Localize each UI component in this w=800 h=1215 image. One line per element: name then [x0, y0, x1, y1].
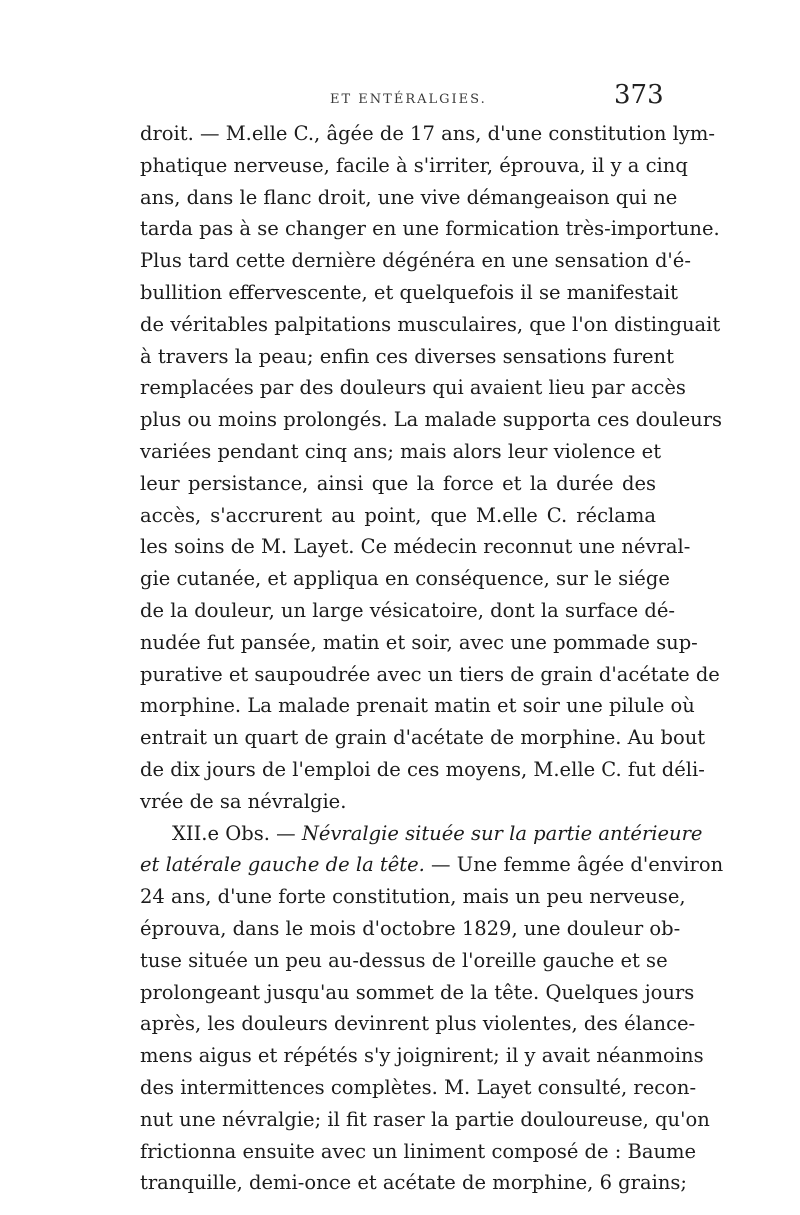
- text-line: purative et saupoudrée avec un tiers de grain d'acétate de: [140, 662, 720, 686]
- text-line: ans, dans le flanc droit, une vive démangeaison qui ne: [140, 185, 678, 209]
- text-line: à travers la peau; enfin ces diverses sensations furent: [140, 344, 674, 368]
- heading-line: [140, 849, 724, 881]
- text-line: phatique nerveuse, facile à s'irriter, éprouva, il y a cinq: [140, 153, 688, 177]
- observation-heading: [140, 818, 724, 882]
- text-line: entrait un quart de grain d'acétate de morphine. Au bout: [140, 726, 706, 750]
- text-line: de la douleur, un large vésicatoire, dont la surface dé-: [140, 598, 675, 622]
- text-line: éprouva, dans le mois d'octobre 1829, une douleur ob-: [140, 916, 681, 940]
- text-line: de véritables palpitations musculaires, que l'on distinguait: [140, 312, 721, 336]
- text-line: leur persistance, ainsi que la force et la durée des: [140, 471, 656, 495]
- observation-number: XII.e Obs.: [172, 821, 270, 845]
- text-line: accès, s'accrurent au point, que M.elle C. réclama: [140, 503, 656, 527]
- heading-dash: —: [269, 821, 302, 845]
- text-line: après, les douleurs devinrent plus violentes, des élance-: [140, 1012, 696, 1036]
- text-line: droit. — M.elle C., âgée de 17 ans, d'une constitution lym-: [140, 122, 715, 145]
- text-line: tuse située un peu au-dessus de l'oreille gauche et se: [140, 948, 668, 972]
- text-line: prolongeant jusqu'au sommet de la tête. Quelques jours: [140, 980, 695, 1004]
- text-line: bullition effervescente, et quelquefois il se manifestait: [140, 280, 678, 304]
- page-number: 373: [614, 80, 664, 110]
- paragraph-observation: [140, 881, 710, 1199]
- text-line: gie cutanée, et appliqua en conséquence, sur le siége: [140, 567, 670, 591]
- running-title: ET ENTÉRALGIES.: [330, 92, 487, 107]
- text-line: frictionna ensuite avec un liniment composé de : Baume: [140, 1139, 697, 1163]
- text-line: nut une névralgie; il fit raser la partie douloureuse, qu'on: [140, 1107, 710, 1131]
- observation-text-start: — Une femme âgée d'environ: [424, 853, 724, 877]
- text-line: nudée fut pansée, matin et soir, avec une pommade sup-: [140, 630, 698, 654]
- text-line: mens aigus et répétés s'y joignirent; il y avait néanmoins: [140, 1044, 704, 1068]
- text-line: tranquille, demi-once et acétate de morphine, 6 grains;: [140, 1171, 687, 1195]
- text-line: variées pendant cinq ans; mais alors leur violence et: [140, 439, 662, 463]
- body-text: [140, 118, 724, 1199]
- text-line: de dix jours de l'emploi de ces moyens, M.elle C. fut déli-: [140, 757, 705, 781]
- text-line: plus ou moins prolongés. La malade supporta ces douleurs: [140, 408, 723, 432]
- text-line: vrée de sa névralgie.: [140, 789, 347, 813]
- text-line: remplacées par des douleurs qui avaient lieu par accès: [140, 376, 686, 400]
- text-line: 24 ans, d'une forte constitution, mais un peu nerveuse,: [140, 885, 686, 909]
- text-line: les soins de M. Layet. Ce médecin reconnut une névral-: [140, 535, 691, 559]
- heading-line: [140, 818, 703, 850]
- observation-title: Névralgie située sur la partie antérieure: [301, 821, 703, 845]
- observation-title-continued: et latérale gauche de la tête.: [140, 853, 425, 877]
- text-line: Plus tard cette dernière dégénéra en une sensation d'é-: [140, 249, 691, 273]
- paragraph-continuation: [140, 118, 723, 818]
- text-line: morphine. La malade prenait matin et soir une pilule où: [140, 694, 695, 718]
- text-line: des intermittences complètes. M. Layet consulté, recon-: [140, 1075, 697, 1099]
- text-line: tarda pas à se changer en une formication très-importune.: [140, 217, 720, 241]
